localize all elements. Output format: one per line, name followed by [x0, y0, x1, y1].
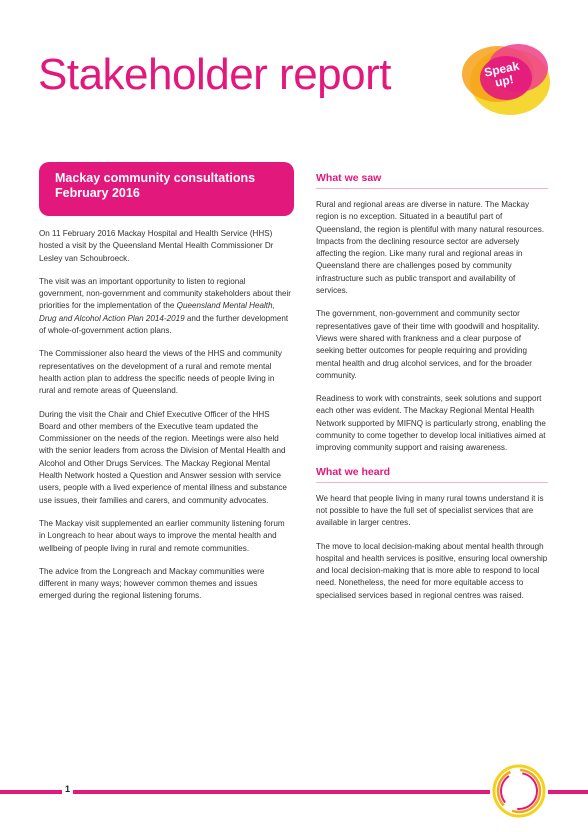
left-column [39, 228, 291, 614]
paragraph: The move to local decision-making about mental health through hospital and health services is positive, ensuring local ownership and local decision-making that is more able to respond to local need. Nonetheless, the need for more equitable access to specialised services based in regional centres was raised. [316, 541, 548, 600]
paragraph: The government, non-government and community sector representatives gave of their time with goodwill and hospitality. Views were shared with frankness and a clear purpose of seeking better outcomes for people requiring and providing mental health and drug alcohol services, and for the broader community. [316, 309, 540, 380]
paragraph: The Commissioner also heard the views of the HHS and community representatives on the development of a rural and remote mental health action plan to address the specific needs of people living in rural and remote areas of Queensland. [39, 349, 282, 396]
consultation-banner [39, 162, 294, 216]
page-number: 1 [62, 784, 73, 794]
paragraph: Readiness to work with constraints, seek solutions and support each other was evident. The Mackay Regional Mental Health Network supported by MIFNQ is particularly strong, enabling the community to come together to develop local initiatives aimed at improving community support and raising awareness. [316, 394, 546, 453]
action-plan-title: Queensland Mental Health, Drug and Alcohol Action Plan 2014-2019 [39, 301, 275, 323]
paragraph: The advice from the Longreach and Mackay communities were different in many ways; however common themes and issues emerged during the regional listening forums. [39, 566, 265, 601]
heading-divider [316, 188, 548, 189]
paragraph: Rural and regional areas are diverse in nature. The Mackay region is no exception. Situated in a beautiful part of Queensland, the region is plentiful with many natural resources. Impacts from the declining resource sector are adversely affecting the region. Like many rural and regional areas in Queensland there are challenges posed by community infrastructure such as public transport and availability of services. [316, 200, 545, 296]
paragraph: During the visit the Chair and Chief Executive Officer of the HHS Board and other members of the Executive team updated the Commissioner on the needs of the region. Meetings were also held with the senior leaders from across the Division of Mental Health and Alcohol and Other Drugs Services. The Mackay Regional Mental Health Network hosted a Question and Answer session with service users, people with a lived experience of mental illness and substance use issues, their families and carers, and community advocates. [39, 409, 287, 505]
footer-rule [548, 790, 588, 794]
paragraph-action-plan [39, 276, 291, 337]
paragraph: The Mackay visit supplemented an earlier community listening forum in Longreach to hear about ways to improve the mental health and wellbeing of people living in rural and remote communities. [39, 518, 285, 553]
footer-rule [0, 790, 490, 794]
section-heading-what-we-saw: What we saw [316, 172, 382, 184]
banner-line-2: February 2016 [55, 186, 140, 200]
speak-up-logo-text: Speak up! [482, 58, 521, 90]
heading-divider [316, 482, 548, 483]
paragraph-text: and the further development of whole-of-government action plans. [39, 313, 289, 336]
commission-logo-icon [490, 762, 548, 820]
banner-line-1: Mackay community consultations [55, 171, 256, 185]
section-heading-what-we-heard: What we heard [316, 465, 391, 478]
paragraph: We heard that people living in many rural towns understand it is not possible to have the full set of specialist services that are available in larger centres. [316, 493, 544, 528]
paragraph: On 11 February 2016 Mackay Hospital and Health Service (HHS) hosted a visit by the Queensland Mental Health Commissioner Dr Lesley van Schoubroeck. [39, 229, 274, 263]
paragraph-text: The visit was an important opportunity to listen to regional government, non-government and community stakeholders about their priorities for the implementation of the [39, 276, 291, 311]
right-column [316, 172, 548, 613]
page-title: Stakeholder report [38, 50, 391, 99]
